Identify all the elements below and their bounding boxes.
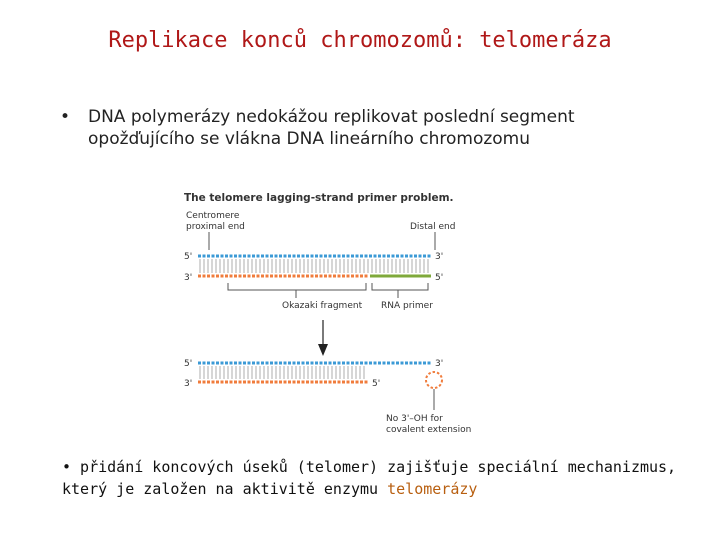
no-oh-label-line1: No 3'–OH for [386,414,443,424]
telomere-primer-diagram [176,180,496,440]
telomerase-highlight: telomerázy [387,480,478,498]
distal-end-label: Distal end [410,222,456,232]
top-strand-3prime: 3' [435,252,444,262]
bullet-marker: • [60,107,71,127]
bottom-strand-3prime: 3' [184,273,193,283]
telomerase-note [62,456,682,500]
after-bottom-3prime: 3' [184,379,193,389]
rna-primer-label: RNA primer [381,301,433,311]
okazaki-bracket [228,283,366,290]
after-top-5prime: 5' [184,359,193,369]
after-bottom-5prime: 5' [372,379,381,389]
no-oh-label-line2: covalent extension [386,425,472,435]
slide-title: Replikace konců chromozomů: telomeráza [108,28,612,53]
bullet-text: DNA polymerázy nedokážou replikovat poslední segment opožďujícího se vlákna DNA lineárního chromozomu [88,107,575,149]
telomerase-note-text: • přidání koncových úseků (telomer) zajišťuje speciální mechanizmus, který je založen na aktivitě enzymu [62,458,677,498]
figure-heading: The telomere lagging-strand primer problem. [184,192,454,204]
process-arrow-head [318,344,328,356]
primer-bracket [372,283,428,290]
missing-primer-gap-circle [426,372,442,388]
top-strand-5prime: 5' [184,252,193,262]
after-top-3prime: 3' [435,359,444,369]
centromere-label-line2: proximal end [186,222,245,232]
base-pair-ticks-upper [200,259,428,273]
bottom-strand-5prime: 5' [435,273,444,283]
base-pair-ticks-lower [200,366,364,379]
centromere-label-line1: Centromere [186,211,240,221]
okazaki-label: Okazaki fragment [282,301,363,311]
